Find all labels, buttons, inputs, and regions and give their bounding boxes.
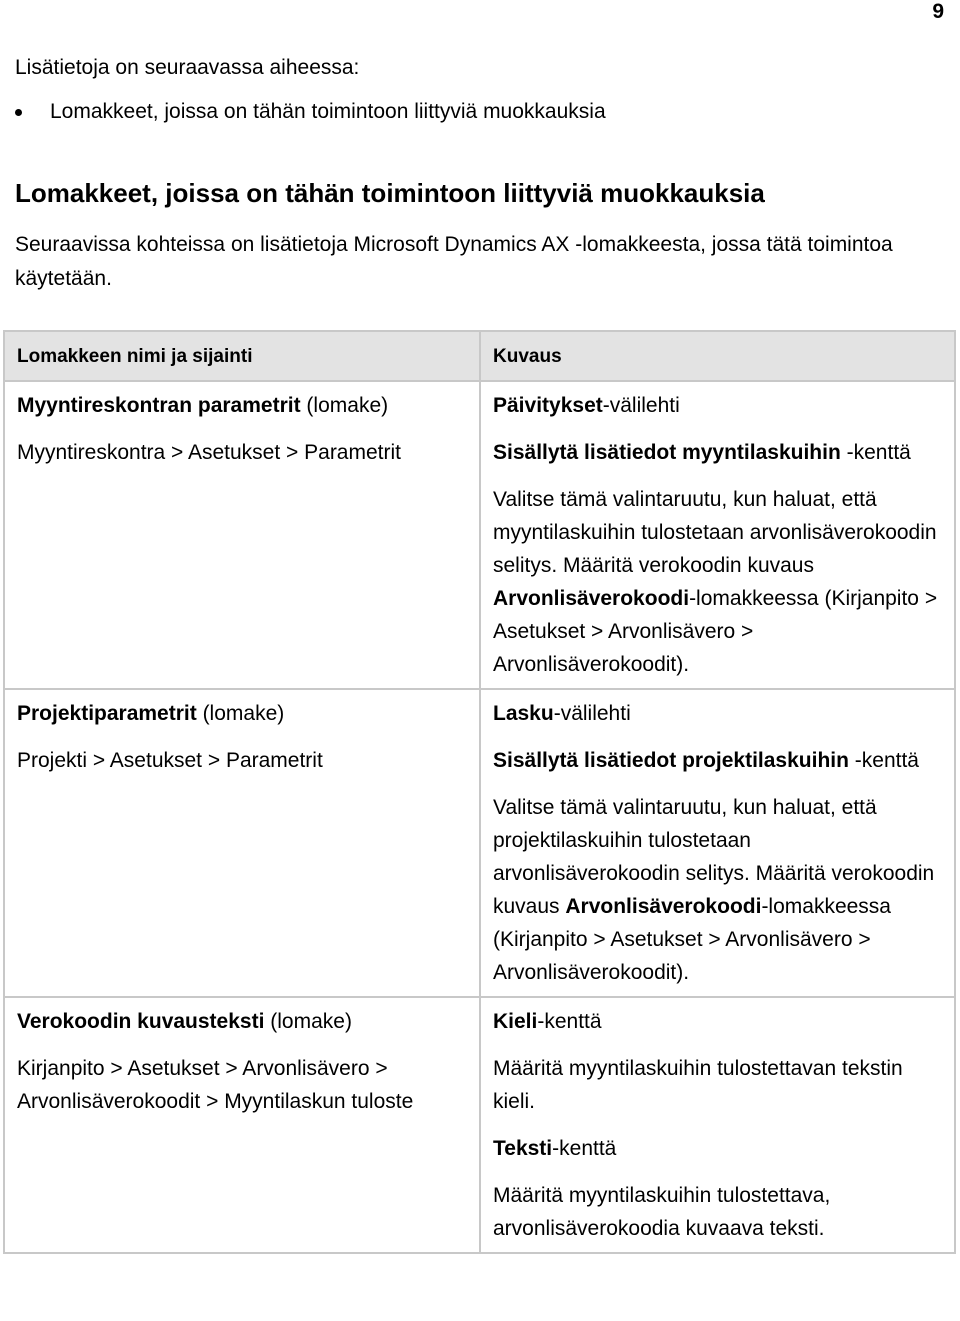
- table-row: [4, 997, 955, 1253]
- bullet-icon: [15, 109, 22, 116]
- page-number: 9: [932, 0, 944, 23]
- intro-text: Lisätietoja on seuraavassa aiheessa:: [15, 56, 360, 79]
- table-row: [4, 689, 955, 997]
- table-row: [4, 381, 955, 689]
- form-name: Verokoodin kuvausteksti (lomake): [17, 1010, 352, 1033]
- form-location: Projekti > Asetukset > Parametrit: [17, 749, 323, 772]
- section-description: Seuraavissa kohteissa on lisätietoja Microsoft Dynamics AX -lomakkeesta, jossa tätä toimintoa käytetään.: [15, 233, 893, 290]
- form-cell: [4, 381, 480, 689]
- form-name: Myyntireskontran parametrit (lomake): [17, 394, 389, 417]
- form-name: Projektiparametrit (lomake): [17, 702, 285, 725]
- column-header-description: Kuvaus: [480, 331, 955, 381]
- description-cell: [480, 689, 955, 997]
- description-cell: [480, 381, 955, 689]
- tab-name: Lasku-välilehti: [493, 702, 631, 725]
- table-header-row: [4, 331, 955, 381]
- bullet-link[interactable]: Lomakkeet, joissa on tähän toimintoon liittyviä muokkauksia: [50, 100, 606, 123]
- field-description: Määritä myyntilaskuihin tulostettavan tekstin kieli.: [493, 1057, 903, 1113]
- form-location: Kirjanpito > Asetukset > Arvonlisävero > Arvonlisäverokoodit > Myyntilaskun tuloste: [17, 1057, 414, 1113]
- section-heading: Lomakkeet, joissa on tähän toimintoon liittyviä muokkauksia: [15, 178, 765, 208]
- field-name: Sisällytä lisätiedot projektilaskuihin -kenttä: [493, 749, 919, 772]
- description-cell: [480, 997, 955, 1253]
- field-description: Valitse tämä valintaruutu, kun haluat, että projektilaskuihin tulostetaan arvonlisäverokoodin selitys. Määritä verokoodin kuvaus Arvonlisäverokoodi-lomakkeessa (Kirjanpito > Asetukset > Arvonlisävero > Arvonlisäverokoodit).: [493, 796, 935, 984]
- tab-name: Päivitykset-välilehti: [493, 394, 680, 417]
- bullet-list: [15, 100, 606, 124]
- column-header-form: Lomakkeen nimi ja sijainti: [4, 331, 480, 381]
- form-location: Myyntireskontra > Asetukset > Parametrit: [17, 441, 401, 464]
- field-name: Sisällytä lisätiedot myyntilaskuihin -kenttä: [493, 441, 911, 464]
- field-description: Määritä myyntilaskuihin tulostettava, arvonlisäverokoodia kuvaava teksti.: [493, 1184, 831, 1240]
- field-name: Teksti-kenttä: [493, 1137, 617, 1160]
- form-cell: [4, 689, 480, 997]
- field-description: Valitse tämä valintaruutu, kun haluat, että myyntilaskuihin tulostetaan arvonlisäverokoodin selitys. Määritä verokoodin kuvaus Arvonlisäverokoodi-lomakkeessa (Kirjanpito > Asetukset > Arvonlisävero > Arvonlisäverokoodit).: [493, 488, 938, 676]
- forms-table: [3, 330, 956, 1254]
- form-cell: [4, 997, 480, 1253]
- list-item[interactable]: [15, 100, 606, 124]
- field-name: Kieli-kenttä: [493, 1010, 602, 1033]
